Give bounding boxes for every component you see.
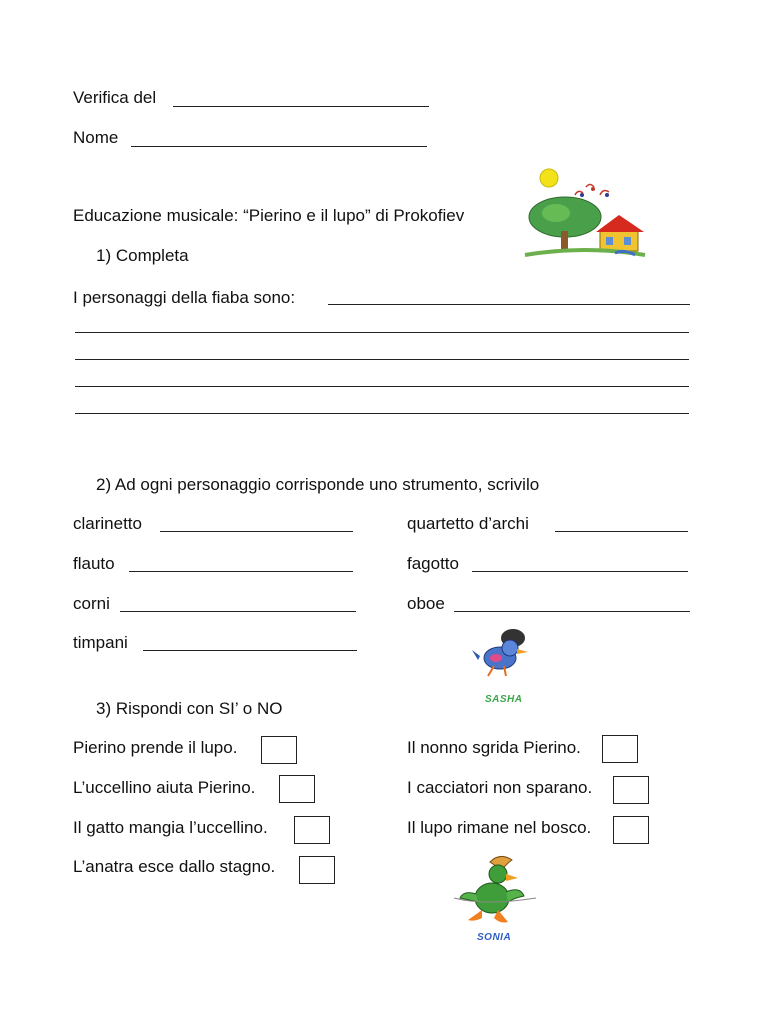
characters-blank-3[interactable] [75, 359, 689, 360]
characters-blank-2[interactable] [75, 332, 689, 333]
answer-box-6[interactable] [613, 776, 649, 804]
instrument-clarinetto: clarinetto [73, 514, 142, 533]
answer-box-2[interactable] [279, 775, 315, 803]
answer-box-1[interactable] [261, 736, 297, 764]
tree-house-illustration [520, 165, 650, 265]
answer-box-3[interactable] [294, 816, 330, 844]
fagotto-blank[interactable] [472, 571, 688, 572]
section3-heading: 3) Rispondi con SI’ o NO [96, 699, 283, 718]
statement-3: Il gatto mangia l’uccellino. [73, 818, 268, 837]
statement-5: Il nonno sgrida Pierino. [407, 738, 581, 757]
clarinetto-blank[interactable] [160, 531, 353, 532]
statement-4: L’anatra esce dallo stagno. [73, 857, 276, 876]
quartetto-blank[interactable] [555, 531, 688, 532]
characters-blank-1[interactable] [328, 304, 690, 305]
instrument-quartetto: quartetto d’archi [407, 514, 529, 533]
characters-prompt: I personaggi della fiaba sono: [73, 288, 296, 307]
duck-illustration [452, 852, 538, 932]
instrument-corni: corni [73, 594, 110, 613]
timpani-blank[interactable] [143, 650, 357, 651]
instrument-fagotto: fagotto [407, 554, 459, 573]
flauto-blank[interactable] [129, 571, 353, 572]
answer-box-5[interactable] [602, 735, 638, 763]
instrument-oboe: oboe [407, 594, 445, 613]
oboe-blank[interactable] [454, 611, 690, 612]
subject-title: Educazione musicale: “Pierino e il lupo” di Prokofiev [73, 206, 465, 225]
instrument-timpani: timpani [73, 633, 128, 652]
characters-blank-5[interactable] [75, 413, 689, 414]
verifica-label: Verifica del [73, 88, 157, 107]
statement-2: L’uccellino aiuta Pierino. [73, 778, 256, 797]
answer-box-4[interactable] [299, 856, 335, 884]
duck-caption: SONIA [477, 932, 512, 943]
statement-6: I cacciatori non sparano. [407, 778, 593, 797]
nome-label: Nome [73, 128, 119, 147]
bird-illustration [470, 628, 532, 680]
section2-heading: 2) Ad ogni personaggio corrisponde uno strumento, scrivilo [96, 475, 540, 494]
statement-1: Pierino prende il lupo. [73, 738, 238, 757]
verifica-blank[interactable] [173, 106, 429, 107]
bird-caption: SASHA [485, 694, 523, 705]
statement-7: Il lupo rimane nel bosco. [407, 818, 592, 837]
characters-blank-4[interactable] [75, 386, 689, 387]
nome-blank[interactable] [131, 146, 427, 147]
answer-box-7[interactable] [613, 816, 649, 844]
corni-blank[interactable] [120, 611, 356, 612]
section1-heading: 1) Completa [96, 246, 189, 265]
instrument-flauto: flauto [73, 554, 115, 573]
